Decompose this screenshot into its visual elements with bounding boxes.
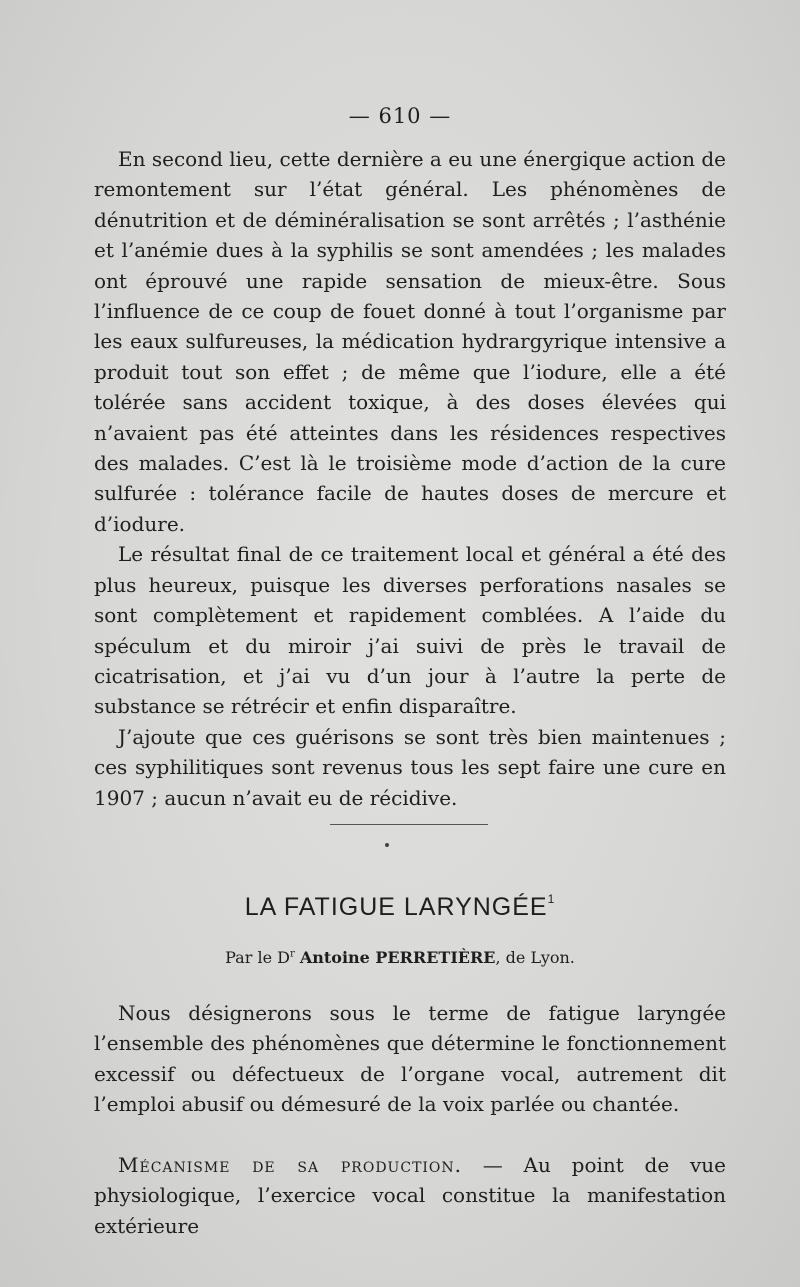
byline-prefix: Par le D <box>225 948 290 967</box>
ink-speck <box>385 843 389 847</box>
section-continuation <box>94 144 726 813</box>
byline-suffix: , de Lyon. <box>495 948 575 967</box>
mechanism-section <box>94 1150 726 1241</box>
article-title-text: LA FATIGUE LARYNGÉE <box>244 893 548 921</box>
mechanism-text: — Au point de vue physiologique, l’exercice vocal constitue la manifestation extérieure <box>94 1153 726 1238</box>
article-title <box>0 892 800 922</box>
author-name: Antoine PERRETIÈRE <box>299 948 496 967</box>
mechanism-heading: Mécanisme de sa production. <box>118 1153 463 1177</box>
byline-title-sup: r <box>289 948 295 960</box>
footnote-mark: 1 <box>547 892 556 906</box>
paragraph: Le résultat final de ce traitement local et général a été des plus heureux, puisque les diverses perforations nasales se sont complètement et rapidement comblées. A l’aide du spéculum et du miroir j’ai suivi de près le travail de cicatrisation, et j’ai vu d’un jour à l’autre la perte de substance se rétrécir et enfin disparaître. <box>94 542 726 719</box>
paragraph: En second lieu, cette dernière a eu une énergique action de remontement sur l’état général. Les phénomènes de dénutrition et de déminéralisation se sont arrêtés ; l’asthénie et l’anémie dues à la syphilis se sont amendées ; les malades ont éprouvé une rapide sensation de mieux-être. Sous l’influence de ce coup de fouet donné à tout l’organisme par les eaux sulfureuses, la médication hydrargyrique intensive a produit tout son effet ; de même que l’iodure, elle a été tolérée sans accident toxique, à des doses élevées qui n’avaient pas été atteintes dans les résidences respectives des malades. C’est là le troisième mode d’action de la cure sulfurée : tolérance facile de hautes doses de mercure et d’iodure. <box>94 147 726 536</box>
section-divider <box>330 824 488 825</box>
byline <box>0 948 800 967</box>
page-number: — 610 — <box>348 104 452 128</box>
paragraph: J’ajoute que ces guérisons se sont très bien maintenues ; ces syphilitiques sont revenus tous les sept faire une cure en 1907 ; aucun n’avait eu de récidive. <box>94 724 726 810</box>
paragraph: Nous désignerons sous le terme de fatigue laryngée l’ensemble des phénomènes que détermine le fonctionnement excessif ou défectueux de l’organe vocal, autrement dit l’emploi abusif ou démesuré de la voix parlée ou chantée. <box>94 1001 726 1117</box>
paragraph <box>94 1150 726 1241</box>
article-intro <box>94 998 726 1120</box>
